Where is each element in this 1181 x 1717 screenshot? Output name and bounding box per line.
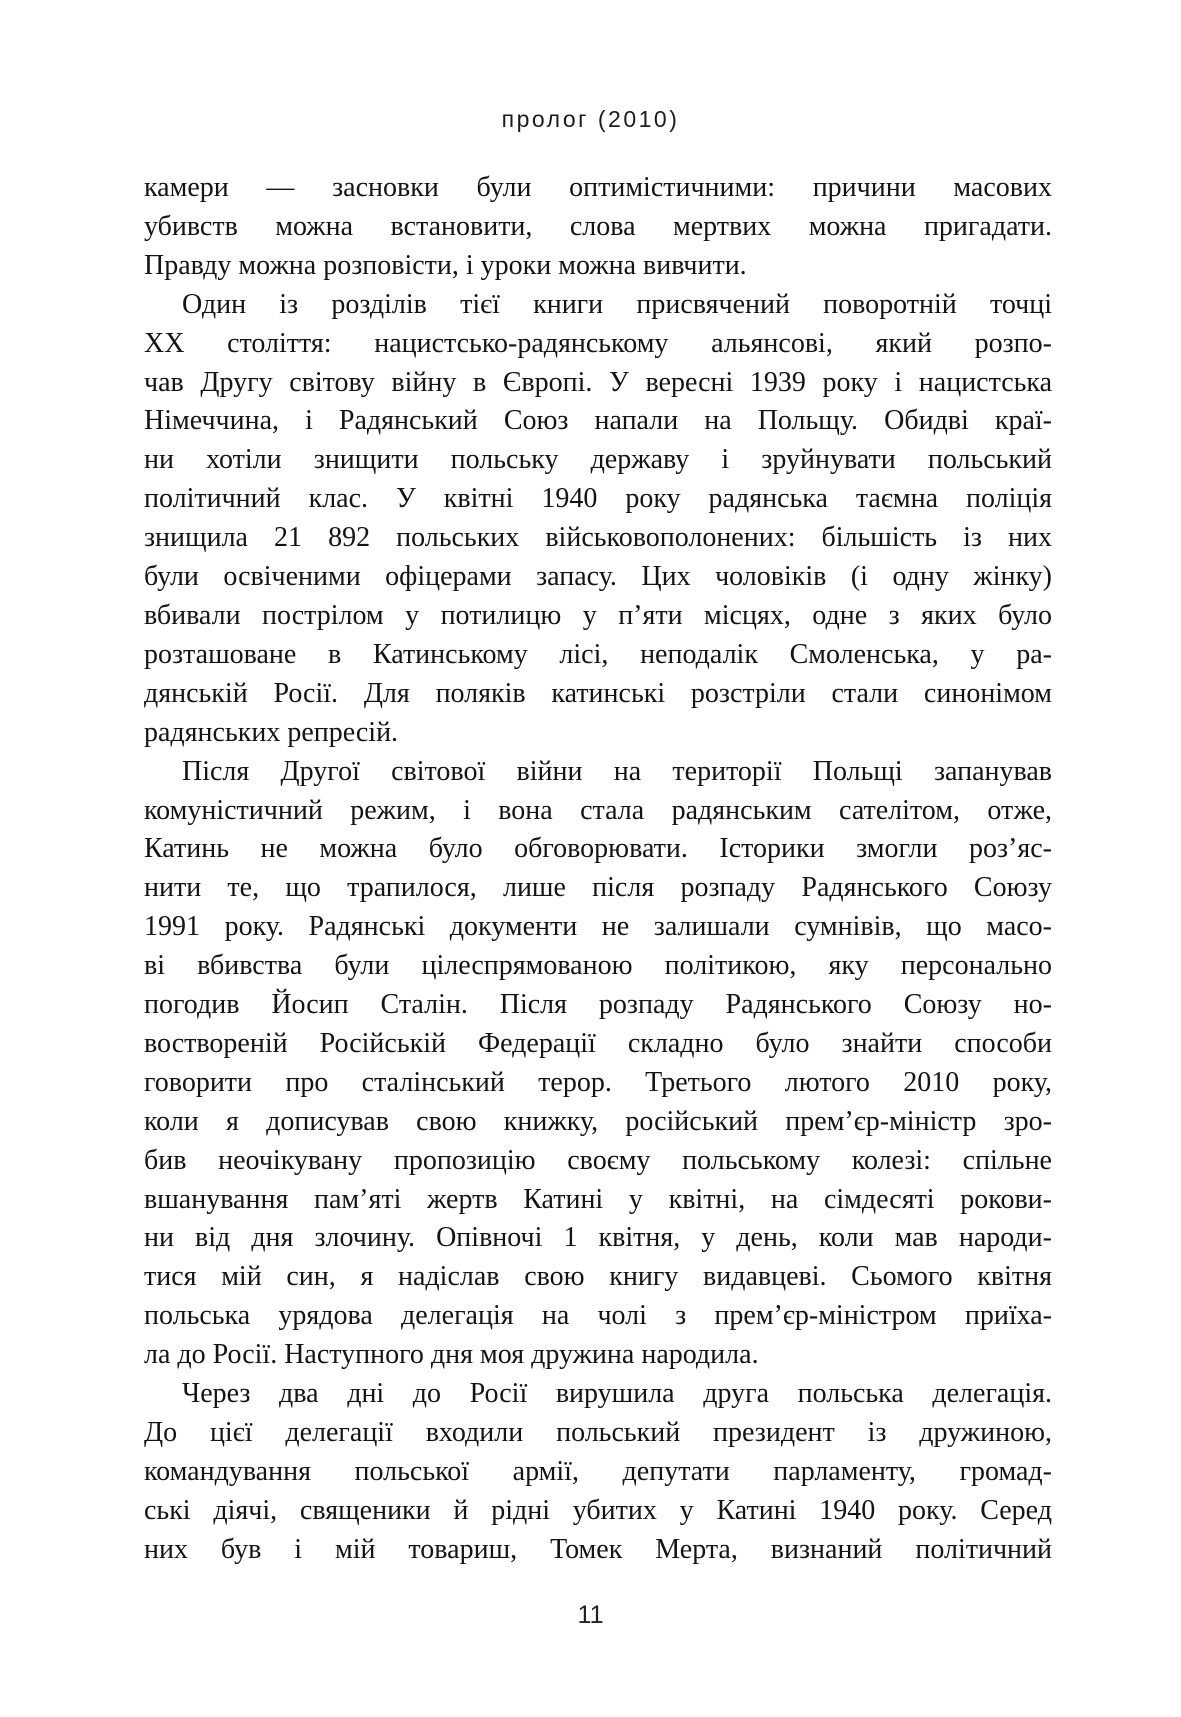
- text-line: комуністичний режим, і вона стала радянським сателітом, отже,: [144, 794, 1052, 826]
- text-line: польська урядова делегація на чолі з прем’єр-міністром приїха-: [144, 1300, 1052, 1332]
- body-text: [144, 169, 1052, 1570]
- text-line: Катинь не можна було обговорювати. Історики змогли роз’яс-: [144, 833, 1052, 865]
- text-line: убивств можна встановити, слова мертвих можна пригадати.: [144, 210, 1052, 242]
- text-line: командування польської армії, депутати парламенту, громад-: [144, 1455, 1052, 1487]
- text-line: ла до Росії. Наступного дня моя дружина народила.: [144, 1339, 759, 1371]
- page-number: 11: [577, 1601, 604, 1629]
- text-line: розташоване в Катинському лісі, неподалік Смоленська, у ра-: [144, 638, 1052, 670]
- text-line: До цієї делегації входили польський президент із дружиною,: [144, 1417, 1052, 1448]
- text-line: Через два дні до Росії вирушила друга польська делегація.: [182, 1378, 1052, 1410]
- text-line: Правду можна розповісти, і уроки можна вивчити.: [144, 249, 747, 281]
- text-line: ві вбивства були цілеспрямованою політикою, яку персонально: [144, 950, 1052, 982]
- text-line: XX століття: нацистсько-радянському альянсові, який розпо-: [144, 327, 1052, 359]
- text-line: ські діячі, священики й рідні убитих у Катині 1940 року. Серед: [144, 1494, 1052, 1526]
- text-line: нити те, що трапилося, лише після розпаду Радянського Союзу: [144, 872, 1052, 904]
- text-line: політичний клас. У квітні 1940 року радянська таємна поліція: [144, 483, 1052, 515]
- text-line: дянській Росії. Для поляків катинські розстріли стали синонімом: [144, 677, 1052, 709]
- text-line: ни хотіли знищити польську державу і зруйнувати польський: [144, 444, 1052, 476]
- text-line: знищила 21 892 польських військовополонених: більшість із них: [144, 522, 1052, 554]
- text-line: були освіченими офіцерами запасу. Цих чоловіків (і одну жінку): [144, 561, 1052, 593]
- text-line: воствореній Російській Федерації складно було знайти способи: [144, 1027, 1052, 1059]
- text-line: Один із розділів тієї книги присвячений поворотній точці: [182, 288, 1052, 320]
- running-header: пролог (2010): [501, 106, 680, 132]
- text-line: коли я дописував свою книжку, російський прем’єр-міністр зро-: [144, 1105, 1052, 1137]
- text-line: вбивали пострілом у потилицю у п’яти місцях, одне з яких було: [144, 599, 1052, 631]
- text-line: вшанування пам’яті жертв Катині у квітні, на сімдесяті рокови-: [144, 1183, 1052, 1215]
- text-line: говорити про сталінський терор. Третього лютого 2010 року,: [144, 1066, 1052, 1098]
- text-line: ни від дня злочину. Опівночі 1 квітня, у день, коли мав народи-: [144, 1222, 1052, 1254]
- text-line: радянських репресій.: [144, 716, 399, 748]
- text-line: тися мій син, я надіслав свою книгу видавцеві. Сьомого квітня: [144, 1261, 1052, 1293]
- text-line: бив неочікувану пропозицію своєму польському колезі: спільне: [144, 1144, 1052, 1176]
- text-line: камери — засновки були оптимістичними: причини масових: [144, 172, 1052, 203]
- text-line: Після Другої світової війни на території Польщі запанував: [182, 755, 1052, 787]
- text-line: погодив Йосип Сталін. Після розпаду Радянського Союзу но-: [144, 989, 1052, 1021]
- text-line: 1991 року. Радянські документи не залишали сумнівів, що масо-: [144, 911, 1052, 943]
- text-line: чав Другу світову війну в Європі. У вересні 1939 року і нацистська: [144, 366, 1052, 398]
- text-line: них був і мій товариш, Томек Мерта, визнаний політичний: [144, 1533, 1052, 1565]
- text-line: Німеччина, і Радянський Союз напали на Польщу. Обидві краї-: [144, 405, 1052, 437]
